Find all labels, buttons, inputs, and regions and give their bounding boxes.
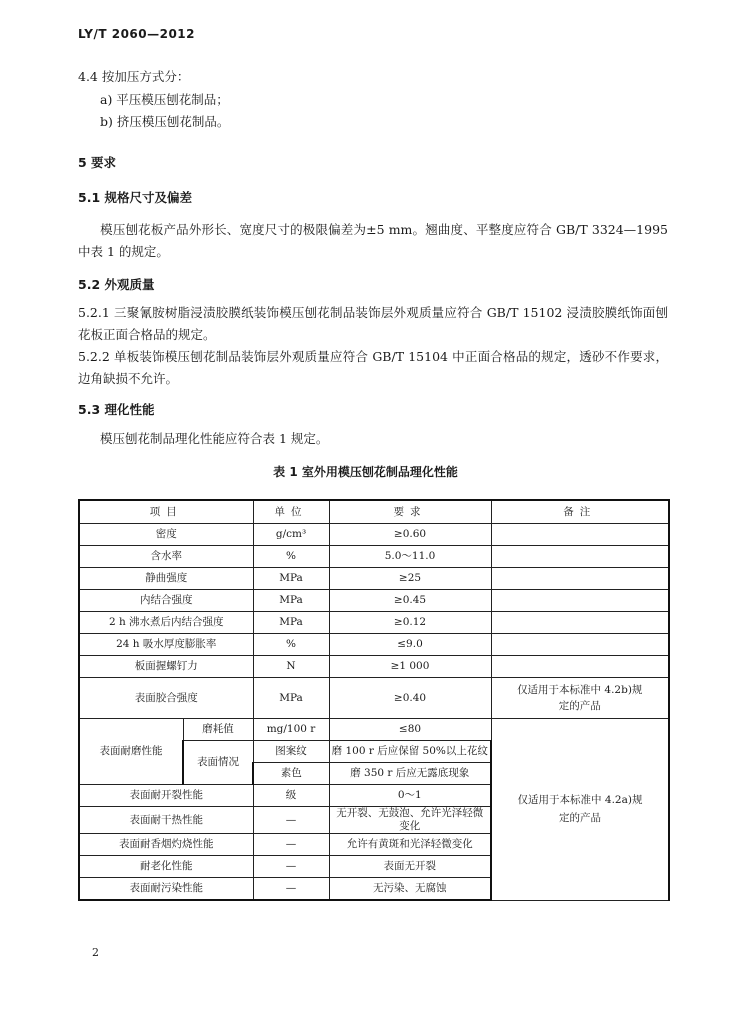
requirement-cell: 无污染、无腐蚀 [329, 878, 491, 901]
table-caption: 表 1 室外用模压刨花制品理化性能 [273, 465, 458, 479]
note-cell [491, 634, 669, 656]
table-row [79, 546, 669, 568]
list-item: b) 挤压模压刨花制品。 [100, 114, 230, 129]
requirement-cell: 允许有黄斑和光泽轻微变化 [329, 834, 491, 856]
requirement-cell: ≤9.0 [329, 634, 491, 656]
unit-cell: % [253, 634, 329, 656]
unit-cell: % [253, 546, 329, 568]
note-cell [491, 568, 669, 590]
unit-cell: 级 [253, 785, 329, 807]
requirement-cell: ≤80 [329, 719, 491, 741]
header-unit: 单位 [253, 500, 329, 524]
requirement-cell: 5.0～11.0 [329, 546, 491, 568]
header-note: 备注 [491, 500, 669, 524]
unit-cell: — [253, 834, 329, 856]
table-header-row [79, 500, 669, 524]
paragraph-text: 模压刨花制品理化性能应符合表 1 规定。 [100, 431, 329, 446]
item-cell: 板面握螺钉力 [79, 656, 253, 678]
item-cell: 含水率 [79, 546, 253, 568]
paragraph-5-2-2: 5.2.2 单板装饰模压刨花制品装饰层外观质量应符合 GB/T 15104 中正面合格品的规定，透砂不作要求，边角缺损不允许。 [78, 349, 668, 386]
section-5-1-title: 5.1 规格尺寸及偏差 [78, 190, 192, 205]
subitem-cell: 素色 [253, 763, 329, 785]
item-cell: 密度 [79, 524, 253, 546]
page-number: 2 [92, 946, 99, 959]
section-5-2-title: 5.2 外观质量 [78, 277, 155, 292]
unit-cell: — [253, 878, 329, 901]
table-row [79, 656, 669, 678]
header-requirement: 要求 [329, 500, 491, 524]
item-cell: 表面耐磨性能 [79, 719, 183, 785]
requirement-cell: 磨 350 r 后应无露底现象 [329, 763, 491, 785]
paragraph-5-1 [78, 219, 668, 263]
requirement-cell: 无开裂、无鼓泡、允许光泽轻微变化 [329, 807, 491, 834]
header-item: 项目 [79, 500, 253, 524]
unit-cell: g/cm³ [253, 524, 329, 546]
paragraph-5-3 [78, 428, 668, 450]
requirement-cell: ≥0.60 [329, 524, 491, 546]
requirement-cell: ≥25 [329, 568, 491, 590]
requirement-cell: ≥0.45 [329, 590, 491, 612]
table-row [79, 612, 669, 634]
section-4-4-title: 4.4 按加压方式分： [78, 69, 190, 84]
item-cell: 表面胶合强度 [79, 678, 253, 719]
subitem-cell: 磨耗值 [183, 719, 253, 741]
properties-table [78, 499, 670, 901]
note-cell [491, 656, 669, 678]
standard-code: LY/T 2060—2012 [78, 27, 196, 41]
item-cell: 表面耐污染性能 [79, 878, 253, 901]
requirement-cell: ≥1 000 [329, 656, 491, 678]
item-cell: 2 h 沸水煮后内结合强度 [79, 612, 253, 634]
table-row [79, 719, 669, 741]
table-row [79, 634, 669, 656]
unit-cell: N [253, 656, 329, 678]
note-cell: 仅适用于本标准中 4.2a)规定的产品 [491, 719, 669, 901]
unit-cell: — [253, 807, 329, 834]
item-cell: 24 h 吸水厚度膨胀率 [79, 634, 253, 656]
unit-cell: MPa [253, 590, 329, 612]
subitem-cell: 图案纹 [253, 741, 329, 763]
note-cell: 仅适用于本标准中 4.2b)规定的产品 [491, 678, 669, 719]
requirement-cell: 表面无开裂 [329, 856, 491, 878]
unit-cell: mg/100 r [253, 719, 329, 741]
requirement-cell: 0～1 [329, 785, 491, 807]
table-row [79, 590, 669, 612]
requirement-cell: 磨 100 r 后应保留 50%以上花纹 [329, 741, 491, 763]
paragraph-text: 模压刨花板产品外形长、宽度尺寸的极限偏差为±5 mm。翘曲度、平整度应符合 GB/T 3324—1995 中表 1 的规定。 [78, 222, 668, 259]
note-cell [491, 590, 669, 612]
note-cell [491, 524, 669, 546]
unit-cell: MPa [253, 612, 329, 634]
table-row [79, 568, 669, 590]
unit-cell: — [253, 856, 329, 878]
note-cell [491, 546, 669, 568]
item-cell: 表面耐开裂性能 [79, 785, 253, 807]
list-item: a) 平压模压刨花制品； [100, 92, 229, 107]
item-cell: 表面耐干热性能 [79, 807, 253, 834]
unit-cell: MPa [253, 678, 329, 719]
item-cell: 表面耐香烟灼烧性能 [79, 834, 253, 856]
requirement-cell: ≥0.40 [329, 678, 491, 719]
table-row [79, 678, 669, 719]
subitem-cell: 表面情况 [183, 741, 253, 785]
requirement-cell: ≥0.12 [329, 612, 491, 634]
section-5-title: 5 要求 [78, 155, 117, 170]
table-row [79, 524, 669, 546]
item-cell: 静曲强度 [79, 568, 253, 590]
item-cell: 耐老化性能 [79, 856, 253, 878]
note-cell [491, 612, 669, 634]
unit-cell: MPa [253, 568, 329, 590]
item-cell: 内结合强度 [79, 590, 253, 612]
section-5-3-title: 5.3 理化性能 [78, 402, 155, 417]
paragraph-5-2-1: 5.2.1 三聚氰胺树脂浸渍胶膜纸装饰模压刨花制品装饰层外观质量应符合 GB/T 15102 浸渍胶膜纸饰面刨花板正面合格品的规定。 [78, 305, 668, 342]
